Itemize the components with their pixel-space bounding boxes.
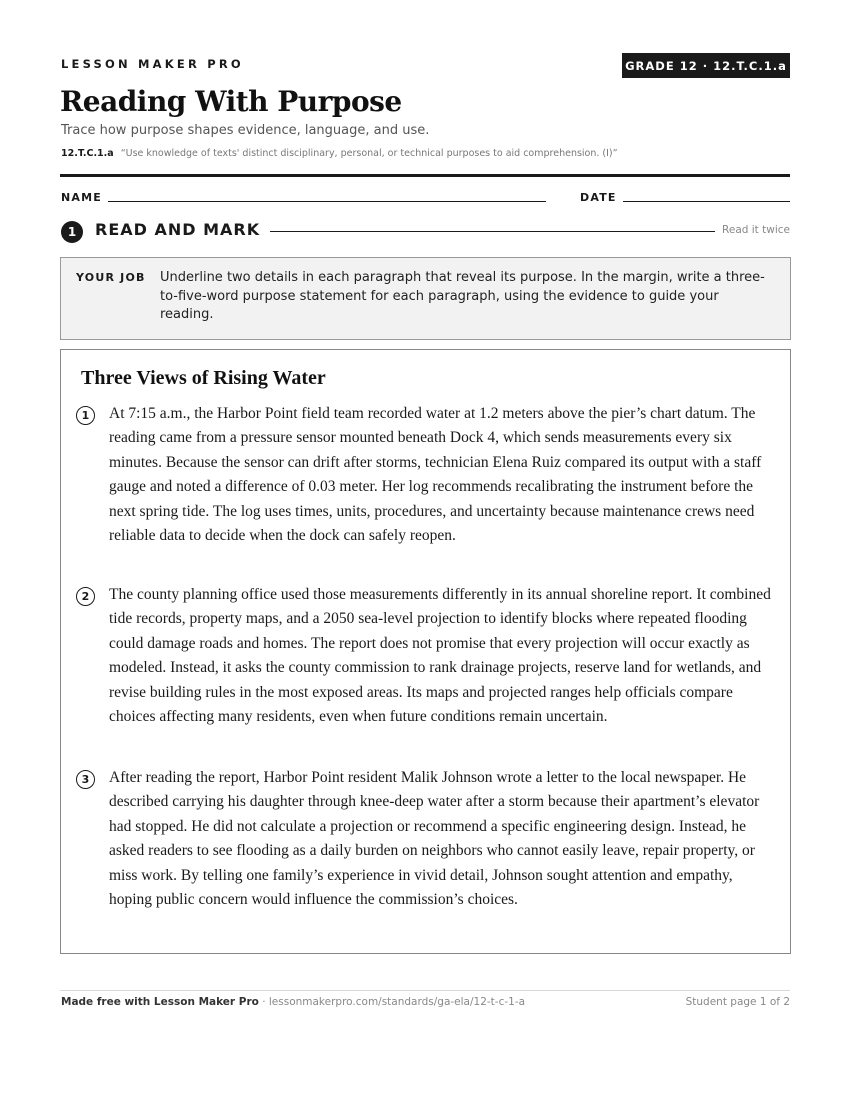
- name-field[interactable]: [108, 201, 546, 202]
- date-label: DATE: [580, 191, 617, 204]
- reading-passage: [60, 349, 791, 954]
- section-rule: [270, 231, 715, 232]
- standard-text: “Use knowledge of texts' distinct disciplinary, personal, or technical purposes to aid comprehension. (I)”: [120, 148, 618, 159]
- grade-badge: GRADE 12 · 12.T.C.1.a: [622, 53, 790, 78]
- paragraph-number-badge: 2: [76, 587, 95, 606]
- instructions-box: [60, 257, 791, 340]
- paragraph-number-badge: 3: [76, 770, 95, 789]
- paragraph-text: The county planning office used those measurements differently in its annual shoreline report. It combined tide records, property maps, and a 2050 sea-level projection to identify blocks where repeated flooding could damage roads and homes. The report does not promise that every projection will occur exactly as modeled. Instead, it asks the county commission to rank drainage projects, reserve land for wetlands, and revise building rules in the most exposed areas. Its maps and projected ranges help officials compare choices affecting many residents, even when future conditions remain uncertain.: [109, 586, 771, 726]
- paragraph-number-badge: 1: [76, 406, 95, 425]
- footer-made-with: Made free with Lesson Maker Pro: [61, 996, 259, 1008]
- page-indicator: Student page 1 of 2: [685, 996, 790, 1008]
- instructions-text: Underline two details in each paragraph that reveal its purpose. In the margin, write a three-to-five-word purpose statement for each paragraph, using the evidence to guide your reading.: [160, 270, 765, 322]
- footer-credit: [61, 996, 525, 1008]
- section-note: Read it twice: [722, 224, 790, 236]
- paragraph-text: After reading the report, Harbor Point resident Malik Johnson wrote a letter to the local newspaper. He described carrying his daughter through knee-deep water after a storm because their apartment’s elevator had stopped. He did not calculate a projection or recommend a specific engineering design. Instead, he asked readers to see flooding as a daily burden on neighbors who cannot easily leave, repair property, or miss work. By telling one family’s experience in vivid detail, Johnson sought attention and empathy, hoping public concern would influence the commission’s choices.: [109, 769, 760, 909]
- passage-title: Three Views of Rising Water: [81, 367, 326, 389]
- brand-name: LESSON MAKER PRO: [61, 57, 244, 71]
- instructions-label: YOUR JOB: [76, 271, 146, 284]
- standard-line: [61, 148, 618, 159]
- page-title: Reading With Purpose: [60, 85, 402, 118]
- section-title: READ AND MARK: [95, 220, 261, 239]
- footer-url[interactable]: · lessonmakerpro.com/standards/ga-ela/12-t-c-1-a: [258, 996, 526, 1008]
- section-number-badge: 1: [61, 221, 83, 243]
- page-subtitle: Trace how purpose shapes evidence, language, and use.: [61, 123, 430, 138]
- name-label: NAME: [61, 191, 102, 204]
- date-field[interactable]: [623, 201, 790, 202]
- standard-code: 12.T.C.1.a: [61, 148, 114, 159]
- header-divider: [60, 174, 790, 177]
- footer-divider: [60, 990, 790, 991]
- paragraph-text: At 7:15 a.m., the Harbor Point field team recorded water at 1.2 meters above the pier’s chart datum. The reading came from a pressure sensor mounted beneath Dock 4, which sends measurements every six minutes. Because the sensor can drift after storms, technician Elena Ruiz compared its output with a staff gauge and noted a difference of 0.03 meter. Her log recommends recalibrating the instrument before the next spring tide. The log uses times, units, procedures, and uncertainty because maintenance crews need reliable data to decide when the dock can safely reopen.: [109, 405, 762, 545]
